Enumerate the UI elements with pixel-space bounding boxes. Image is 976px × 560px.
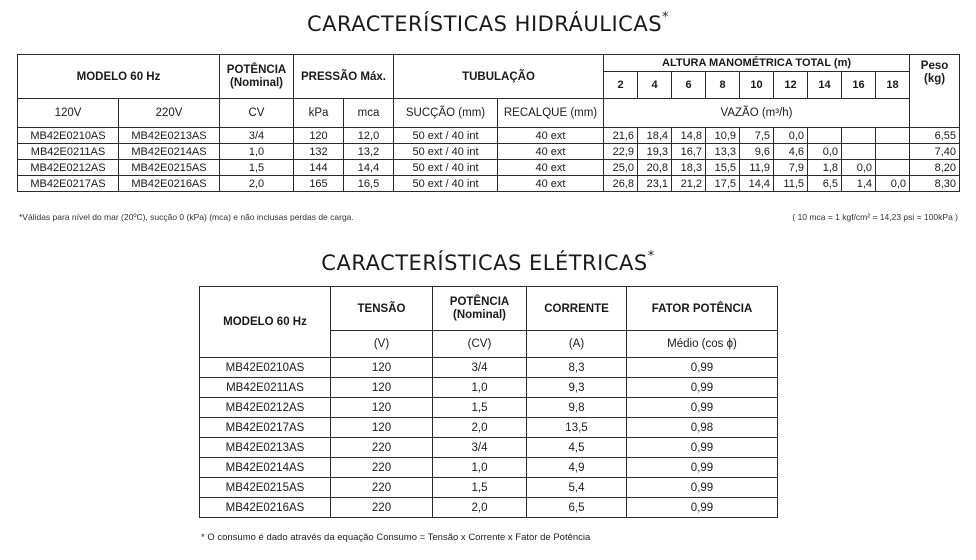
table-row (200, 358, 778, 378)
vazao-cell: 6,5 (808, 176, 842, 192)
potencia-cv: 1,0 (220, 144, 294, 160)
cell-fator: 0,99 (627, 438, 778, 458)
header-corrente: CORRENTE (527, 287, 627, 331)
pressao-mca: 16,5 (344, 176, 394, 192)
cell-fator: 0,99 (627, 378, 778, 398)
table-row (200, 398, 778, 418)
sub-120v: 120V (18, 99, 119, 128)
vazao-cell: 11,5 (774, 176, 808, 192)
unit-a: (A) (527, 331, 627, 358)
vazao-cell: 14,8 (672, 128, 706, 144)
vazao-cell: 4,6 (774, 144, 808, 160)
height-16: 16 (842, 72, 876, 99)
cell-fator: 0,99 (627, 458, 778, 478)
height-4: 4 (638, 72, 672, 99)
cell-potencia: 1,5 (433, 478, 527, 498)
header-modelo: MODELO 60 Hz (18, 55, 220, 99)
cell-corrente: 8,3 (527, 358, 627, 378)
cell-tensao: 120 (331, 378, 433, 398)
header-potencia: POTÊNCIA (Nominal) (220, 55, 294, 99)
pressao-mca: 14,4 (344, 160, 394, 176)
sub-vazao: VAZÃO (m³/h) (604, 99, 910, 128)
vazao-cell: 1,8 (808, 160, 842, 176)
cell-tensao: 220 (331, 478, 433, 498)
vazao-cell (842, 144, 876, 160)
peso: 8,20 (910, 160, 960, 176)
vazao-cell: 7,9 (774, 160, 808, 176)
height-6: 6 (672, 72, 706, 99)
unit-fp: Médio (cos ϕ) (627, 331, 778, 358)
cell-fator: 0,99 (627, 398, 778, 418)
vazao-cell: 21,6 (604, 128, 638, 144)
model-120v: MB42E0210AS (18, 128, 119, 144)
cell-fator: 0,99 (627, 358, 778, 378)
cell-modelo: MB42E0210AS (200, 358, 331, 378)
vazao-cell: 18,4 (638, 128, 672, 144)
header-potencia: POTÊNCIA (Nominal) (433, 287, 527, 331)
hydraulic-table (17, 54, 960, 192)
cell-corrente: 6,5 (527, 498, 627, 518)
electric-title: CARACTERÍSTICAS ELÉTRICAS* (321, 249, 655, 275)
vazao-cell: 16,7 (672, 144, 706, 160)
header-modelo: MODELO 60 Hz (200, 287, 331, 358)
cell-corrente: 5,4 (527, 478, 627, 498)
succao: 50 ext / 40 int (394, 160, 498, 176)
vazao-cell (876, 160, 910, 176)
vazao-cell: 23,1 (638, 176, 672, 192)
sub-cv: CV (220, 99, 294, 128)
vazao-cell: 14,4 (740, 176, 774, 192)
model-120v: MB42E0211AS (18, 144, 119, 160)
sub-mca: mca (344, 99, 394, 128)
sub-220v: 220V (119, 99, 220, 128)
peso: 6,55 (910, 128, 960, 144)
cell-potencia: 1,5 (433, 398, 527, 418)
electric-footnote: * O consumo é dado através da equação Consumo = Tensão x Corrente x Fator de Potência (201, 532, 591, 543)
electric-table (199, 286, 778, 518)
pressao-kpa: 120 (294, 128, 344, 144)
header-tubulacao: TUBULAÇÃO (394, 55, 604, 99)
vazao-cell: 0,0 (842, 160, 876, 176)
cell-potencia: 2,0 (433, 498, 527, 518)
recalque: 40 ext (498, 144, 604, 160)
header-fator: FATOR POTÊNCIA (627, 287, 778, 331)
table-row (18, 160, 960, 176)
table-row (200, 418, 778, 438)
vazao-cell: 21,2 (672, 176, 706, 192)
peso: 7,40 (910, 144, 960, 160)
cell-corrente: 9,8 (527, 398, 627, 418)
vazao-cell: 13,3 (706, 144, 740, 160)
peso: 8,30 (910, 176, 960, 192)
sub-succao: SUCÇÃO (mm) (394, 99, 498, 128)
unit-conversion-note: ( 10 mca = 1 kgf/cm² = 14,23 psi = 100kPa ) (792, 212, 958, 222)
header-tensao: TENSÃO (331, 287, 433, 331)
cell-corrente: 4,9 (527, 458, 627, 478)
table-row (18, 176, 960, 192)
vazao-cell: 26,8 (604, 176, 638, 192)
hydraulic-footnote: *Válidas para nível do mar (20ºC), sucção 0 (kPa) (mca) e não inclusas perdas de carga. (19, 212, 354, 222)
cell-tensao: 120 (331, 418, 433, 438)
potencia-cv: 3/4 (220, 128, 294, 144)
cell-modelo: MB42E0213AS (200, 438, 331, 458)
vazao-cell: 1,4 (842, 176, 876, 192)
cell-modelo: MB42E0217AS (200, 418, 331, 438)
pressao-kpa: 132 (294, 144, 344, 160)
unit-cv: (CV) (433, 331, 527, 358)
vazao-cell: 9,6 (740, 144, 774, 160)
model-220v: MB42E0215AS (119, 160, 220, 176)
vazao-cell (842, 128, 876, 144)
vazao-cell: 11,9 (740, 160, 774, 176)
model-220v: MB42E0213AS (119, 128, 220, 144)
vazao-cell: 15,5 (706, 160, 740, 176)
vazao-cell: 17,5 (706, 176, 740, 192)
vazao-cell: 10,9 (706, 128, 740, 144)
vazao-cell: 25,0 (604, 160, 638, 176)
height-8: 8 (706, 72, 740, 99)
height-10: 10 (740, 72, 774, 99)
cell-modelo: MB42E0215AS (200, 478, 331, 498)
model-120v: MB42E0212AS (18, 160, 119, 176)
hydraulic-title: CARACTERÍSTICAS HIDRÁULICAS* (306, 10, 670, 36)
potencia-cv: 1,5 (220, 160, 294, 176)
vazao-cell: 0,0 (808, 144, 842, 160)
table-row (200, 458, 778, 478)
vazao-cell: 20,8 (638, 160, 672, 176)
potencia-cv: 2,0 (220, 176, 294, 192)
cell-corrente: 9,3 (527, 378, 627, 398)
model-220v: MB42E0216AS (119, 176, 220, 192)
cell-tensao: 120 (331, 358, 433, 378)
height-12: 12 (774, 72, 808, 99)
recalque: 40 ext (498, 176, 604, 192)
table-row (200, 478, 778, 498)
vazao-cell: 19,3 (638, 144, 672, 160)
cell-fator: 0,99 (627, 478, 778, 498)
vazao-cell (876, 144, 910, 160)
header-altura: ALTURA MANOMÉTRICA TOTAL (m) (604, 55, 910, 72)
unit-v: (V) (331, 331, 433, 358)
pressao-mca: 13,2 (344, 144, 394, 160)
vazao-cell: 18,3 (672, 160, 706, 176)
sub-kpa: kPa (294, 99, 344, 128)
table-row (18, 144, 960, 160)
cell-potencia: 1,0 (433, 378, 527, 398)
cell-tensao: 220 (331, 458, 433, 478)
sub-recalque: RECALQUE (mm) (498, 99, 604, 128)
cell-modelo: MB42E0211AS (200, 378, 331, 398)
table-row (200, 438, 778, 458)
vazao-cell: 0,0 (774, 128, 808, 144)
pressao-kpa: 144 (294, 160, 344, 176)
vazao-cell (876, 128, 910, 144)
table-row (200, 378, 778, 398)
cell-tensao: 220 (331, 438, 433, 458)
header-peso: Peso (kg) (910, 55, 960, 128)
cell-potencia: 3/4 (433, 358, 527, 378)
succao: 50 ext / 40 int (394, 144, 498, 160)
height-14: 14 (808, 72, 842, 99)
cell-modelo: MB42E0212AS (200, 398, 331, 418)
cell-potencia: 1,0 (433, 458, 527, 478)
cell-modelo: MB42E0214AS (200, 458, 331, 478)
cell-tensao: 120 (331, 398, 433, 418)
vazao-cell: 0,0 (876, 176, 910, 192)
header-pressao: PRESSÃO Máx. (294, 55, 394, 99)
cell-fator: 0,99 (627, 498, 778, 518)
cell-fator: 0,98 (627, 418, 778, 438)
succao: 50 ext / 40 int (394, 176, 498, 192)
table-row (18, 128, 960, 144)
table-row (200, 498, 778, 518)
pressao-kpa: 165 (294, 176, 344, 192)
cell-tensao: 220 (331, 498, 433, 518)
height-18: 18 (876, 72, 910, 99)
cell-corrente: 4,5 (527, 438, 627, 458)
model-120v: MB42E0217AS (18, 176, 119, 192)
cell-corrente: 13,5 (527, 418, 627, 438)
cell-modelo: MB42E0216AS (200, 498, 331, 518)
vazao-cell: 22,9 (604, 144, 638, 160)
cell-potencia: 2,0 (433, 418, 527, 438)
succao: 50 ext / 40 int (394, 128, 498, 144)
height-2: 2 (604, 72, 638, 99)
recalque: 40 ext (498, 160, 604, 176)
model-220v: MB42E0214AS (119, 144, 220, 160)
pressao-mca: 12,0 (344, 128, 394, 144)
recalque: 40 ext (498, 128, 604, 144)
cell-potencia: 3/4 (433, 438, 527, 458)
vazao-cell: 7,5 (740, 128, 774, 144)
vazao-cell (808, 128, 842, 144)
